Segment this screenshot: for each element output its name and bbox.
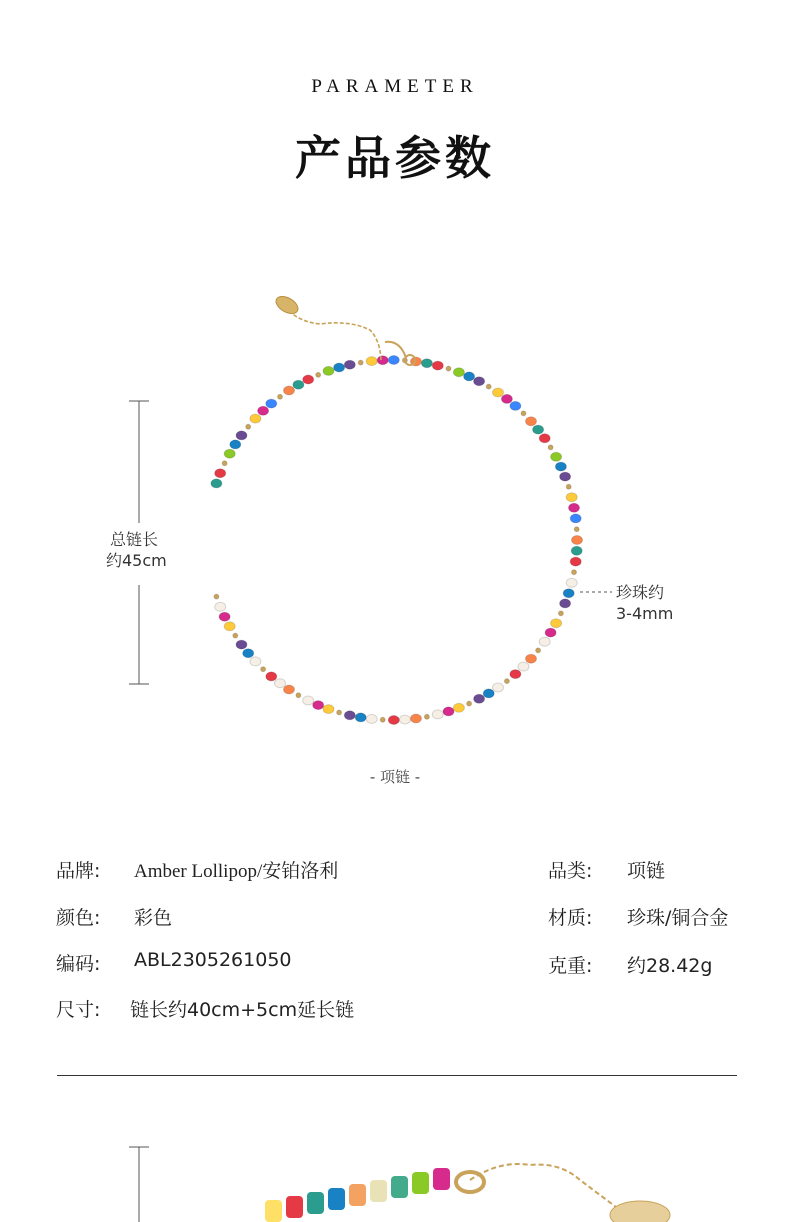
pearl-bead [215,602,226,611]
spec-code-label: 编码: [56,953,101,975]
spec-weight-value: 约28.42g [627,955,713,977]
color-bead [236,640,247,649]
color-bead [388,356,399,365]
pearl-label-line1: 珍珠约 [616,583,665,602]
gold-bead [214,594,219,599]
color-bead [526,417,537,426]
color-bead [526,654,537,663]
color-bead [474,694,485,703]
color-bead [453,703,464,712]
color-bead [334,363,345,372]
pearl-bead [275,679,286,688]
gold-bead [504,679,509,684]
color-bead [366,357,377,366]
color-bead [501,394,512,403]
color-bead [313,701,324,710]
color-bead [560,472,571,481]
spec-color-value: 彩色 [134,907,173,929]
color-bead [464,372,475,381]
color-bead [432,361,443,370]
spec-material-label: 材质: [548,907,593,929]
spec-color-label: 颜色: [56,907,101,929]
color-bead [388,716,399,725]
gold-bead [486,384,491,389]
color-bead [250,414,261,423]
necklace-product-image [0,280,790,760]
color-bead [474,377,485,386]
color-bead [303,375,314,384]
pearl-bead [566,578,577,587]
color-bead [563,589,574,598]
color-bead [533,425,544,434]
section-eyebrow: PARAMETER [311,76,479,97]
color-bead [570,557,581,566]
color-bead [219,612,230,621]
gold-bead [446,366,451,371]
bracelet-bead [412,1172,429,1194]
pearl-bead [399,715,410,724]
pearl-bead [366,714,377,723]
gold-bead [574,527,579,532]
page-title: 产品参数 [295,131,495,185]
figure-caption: - 项链 - [369,768,421,786]
gold-bead [246,424,251,429]
gold-bead [296,693,301,698]
color-bead [510,401,521,410]
section-divider [57,1075,737,1076]
bracelet-bead [349,1184,366,1206]
bracelet-beads [265,1168,450,1222]
gold-bead [548,445,553,450]
color-bead [266,399,277,408]
color-bead [236,431,247,440]
length-label-line1: 总链长 [110,530,159,549]
spec-category-value: 项链 [627,860,666,882]
length-label-line2: 约45cm [106,551,167,570]
color-bead [572,536,583,545]
gold-bead [424,714,429,719]
spec-size-label: 尺寸: [56,999,101,1021]
gold-bead [222,461,227,466]
color-bead [551,619,562,628]
color-bead [560,599,571,608]
gold-bead [316,372,321,377]
bracelet-bead [307,1192,324,1214]
color-bead [551,452,562,461]
gold-bead [521,411,526,416]
color-bead [224,449,235,458]
gold-bead [233,633,238,638]
color-bead [483,689,494,698]
length-label [106,529,167,571]
bracelet-bead [433,1168,450,1190]
color-bead [571,546,582,555]
color-bead [323,366,334,375]
bead-strand [211,356,583,725]
color-bead [243,649,254,658]
bracelet-bead [391,1176,408,1198]
color-bead [493,388,504,397]
color-bead [258,406,269,415]
gold-bead [536,648,541,653]
color-bead [566,493,577,502]
gold-bead [278,394,283,399]
color-bead [344,711,355,720]
color-bead [555,462,566,471]
bracelet-bead [265,1200,282,1222]
color-bead [344,360,355,369]
color-bead [510,670,521,679]
color-bead [377,356,388,365]
gold-bead [572,570,577,575]
color-bead [323,705,334,714]
pearl-bead [250,657,261,666]
spec-brand-label: 品牌: [56,860,101,882]
color-bead [230,440,241,449]
color-bead [284,386,295,395]
color-bead [539,434,550,443]
color-bead [545,628,556,637]
bracelet-bead [328,1188,345,1210]
bracelet-bead [370,1180,387,1202]
color-bead [570,514,581,523]
color-bead [411,714,422,723]
pearl-bead [539,637,550,646]
pearl-bead [493,683,504,692]
spec-weight-label: 克重: [548,955,593,977]
color-bead [266,672,277,681]
color-bead [224,622,235,631]
pearl-bead [432,710,443,719]
color-bead [421,359,432,368]
color-bead [284,685,295,694]
gold-bead [467,701,472,706]
color-bead [215,469,226,478]
spec-brand-value: Amber Lollipop/安铂洛利 [134,861,339,882]
bracelet-closeup-image [0,1140,790,1222]
gold-bead [380,717,385,722]
spec-size-value: 链长约40cm+5cm延长链 [130,999,355,1021]
gold-bead [558,611,563,616]
gold-bead [358,360,363,365]
color-bead [453,368,464,377]
spec-code-value: ABL2305261050 [134,949,292,971]
color-bead [355,713,366,722]
clasp [273,293,415,365]
pearl-bead [303,696,314,705]
color-bead [211,479,222,488]
spec-category-label: 品类: [548,860,593,882]
gold-bead [566,484,571,489]
color-bead [443,707,454,716]
color-bead [569,503,580,512]
color-bead [293,380,304,389]
pearl-bead [518,662,529,671]
bracelet-bead [286,1196,303,1218]
pearl-label-line2: 3-4mm [616,604,674,623]
gold-bead [337,710,342,715]
gold-bead [261,667,266,672]
spec-material-value: 珍珠/铜合金 [627,907,729,929]
pearl-size-label [616,582,673,624]
